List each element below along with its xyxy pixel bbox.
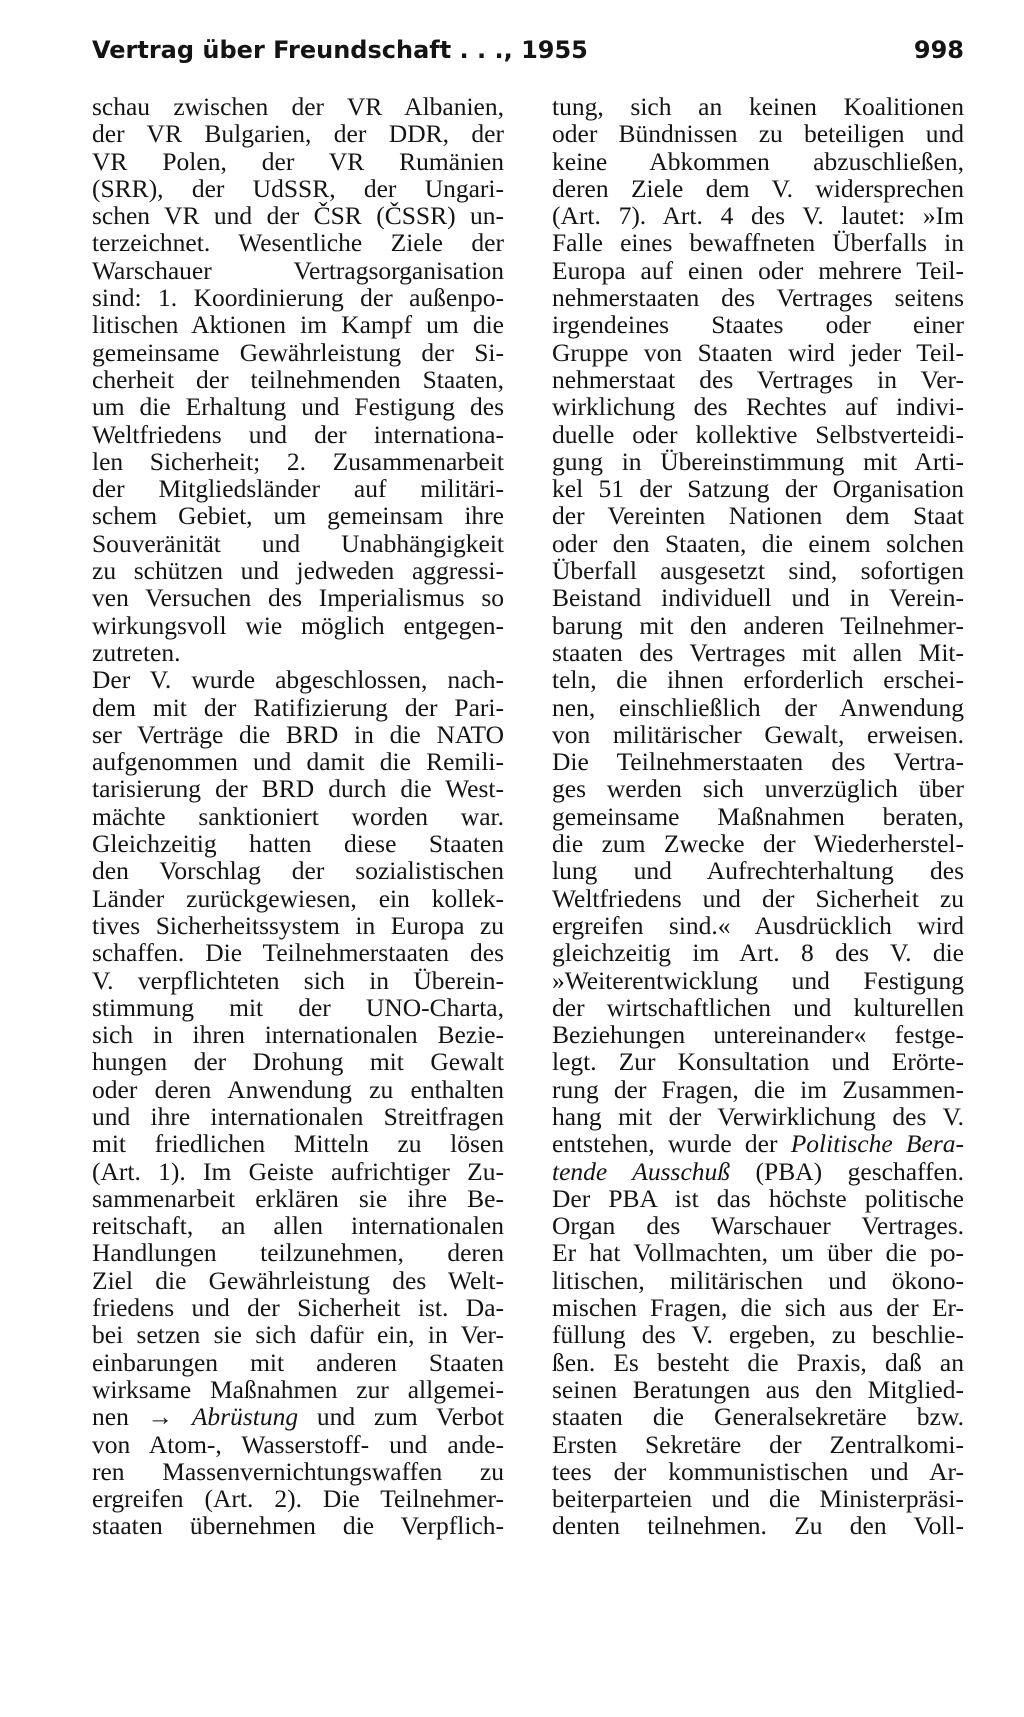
text-line xyxy=(92,1431,504,1458)
text-segment: terzeichnet. Wesentliche Ziele der xyxy=(92,228,504,258)
text-line xyxy=(92,885,504,912)
text-segment: oder deren Anwendung zu enthalten xyxy=(92,1074,504,1104)
text-line xyxy=(552,1321,964,1348)
text-segment: und zum Verbot xyxy=(298,1402,504,1432)
text-segment: den Vorschlag der sozialistischen xyxy=(92,856,504,886)
text-segment: der Mitgliedsländer auf militäri- xyxy=(92,474,504,504)
text-line xyxy=(552,857,964,884)
text-segment: Ersten Sekretäre der Zentralkomi- xyxy=(552,1429,964,1459)
text-segment: ren Massenvernichtungswaffen zu xyxy=(92,1456,504,1486)
text-line xyxy=(552,93,964,120)
text-line xyxy=(552,803,964,830)
text-line xyxy=(552,530,964,557)
text-segment: denten teilnehmen. Zu den Voll- xyxy=(552,1511,964,1541)
text-segment: Er hat Vollmachten, um über die po- xyxy=(552,1238,964,1268)
text-line xyxy=(552,748,964,775)
text-line xyxy=(552,1212,964,1239)
text-line xyxy=(92,1321,504,1348)
text-segment: bei setzen sie sich dafür ein, in Ver- xyxy=(92,1320,504,1350)
text-line xyxy=(92,1458,504,1485)
text-segment: keine Abkommen abzuschließen, xyxy=(552,146,964,176)
text-line xyxy=(92,1376,504,1403)
text-line xyxy=(552,1021,964,1048)
text-segment: von Atom-, Wasserstoff- und ande- xyxy=(92,1429,504,1459)
text-segment: die zum Zwecke der Wiederherstel- xyxy=(552,829,964,859)
text-line xyxy=(552,1048,964,1075)
text-segment: zu schützen und jedweden aggressi- xyxy=(92,556,504,586)
text-line xyxy=(92,475,504,502)
text-segment: tees der kommunistischen und Ar- xyxy=(552,1456,964,1486)
text-line xyxy=(552,1158,964,1185)
text-line xyxy=(552,694,964,721)
text-line xyxy=(92,1512,504,1539)
text-line xyxy=(92,1239,504,1266)
text-segment: stimmung mit der UNO-Charta, xyxy=(92,992,504,1022)
text-line xyxy=(92,967,504,994)
text-line xyxy=(552,175,964,202)
text-line xyxy=(92,421,504,448)
text-segment: um die Erhaltung und Festigung des xyxy=(92,392,504,422)
text-segment: oder den Staaten, die einem solchen xyxy=(552,528,964,558)
text-line xyxy=(552,1485,964,1512)
text-line xyxy=(92,1485,504,1512)
text-segment: reitschaft, an allen internationalen xyxy=(92,1211,504,1241)
text-segment: staaten übernehmen die Verpflich- xyxy=(92,1511,504,1541)
text-segment: ergreifen (Art. 2). Die Teilnehmer- xyxy=(92,1484,504,1514)
text-line xyxy=(92,1103,504,1130)
text-segment: lung und Aufrechterhaltung des xyxy=(552,856,964,886)
text-line xyxy=(92,175,504,202)
text-line xyxy=(92,939,504,966)
text-segment: füllung des V. ergeben, zu beschlie- xyxy=(552,1320,964,1350)
text-segment: hungen der Drohung mit Gewalt xyxy=(92,1047,504,1077)
text-segment: Länder zurückgewiesen, ein kollek- xyxy=(92,883,504,913)
text-segment: nen, einschließlich der Anwendung xyxy=(552,692,964,722)
text-segment: ßen. Es besteht die Praxis, daß an xyxy=(552,1347,964,1377)
text-line xyxy=(552,1267,964,1294)
text-line xyxy=(92,1158,504,1185)
text-segment: Beistand individuell und in Verein- xyxy=(552,583,964,613)
text-segment: mächte sanktioniert worden war. xyxy=(92,801,504,831)
text-segment: aufgenommen und damit die Remili- xyxy=(92,747,504,777)
text-line xyxy=(552,830,964,857)
text-segment: schen VR und der ČSR (ČSSR) un- xyxy=(92,201,504,231)
text-line xyxy=(552,502,964,529)
text-segment: Überfall ausgesetzt sind, sofortigen xyxy=(552,556,964,586)
text-line xyxy=(552,1239,964,1266)
text-segment: sich in ihren internationalen Bezie- xyxy=(92,1020,504,1050)
text-line xyxy=(92,1267,504,1294)
text-segment: barung mit den anderen Teilnehmer- xyxy=(552,610,964,640)
text-segment: wirkungsvoll wie möglich entgegen- xyxy=(92,610,504,640)
text-line xyxy=(552,257,964,284)
text-segment: rung der Fragen, die im Zusammen- xyxy=(552,1074,964,1104)
text-line xyxy=(552,885,964,912)
text-segment: nen → xyxy=(92,1402,192,1432)
text-line xyxy=(552,1294,964,1321)
text-segment: (PBA) geschaffen. xyxy=(730,1156,964,1186)
text-segment: oder Bündnissen zu beteiligen und xyxy=(552,119,964,149)
text-line xyxy=(92,366,504,393)
text-segment: nehmerstaaten des Vertrages seitens xyxy=(552,283,964,313)
italic-term: Abrüstung xyxy=(191,1402,299,1432)
text-line xyxy=(92,584,504,611)
text-segment: entstehen, wurde der xyxy=(552,1129,791,1159)
text-line xyxy=(92,339,504,366)
text-segment: seinen Beratungen aus den Mitglied- xyxy=(552,1374,964,1404)
text-segment: duelle oder kollektive Selbstverteidi- xyxy=(552,419,964,449)
text-segment: len Sicherheit; 2. Zusammenarbeit xyxy=(92,446,504,476)
text-segment: V. verpflichteten sich in Überein- xyxy=(92,965,504,995)
text-line xyxy=(552,148,964,175)
text-line xyxy=(92,284,504,311)
text-segment: Falle eines bewaffneten Überfalls in xyxy=(552,228,964,258)
text-segment: (SRR), der UdSSR, der Ungari- xyxy=(92,173,504,203)
text-line xyxy=(92,803,504,830)
text-line xyxy=(92,120,504,147)
text-line xyxy=(92,393,504,420)
text-segment: tarisierung der BRD durch die West- xyxy=(92,774,504,804)
text-line xyxy=(92,721,504,748)
text-line xyxy=(92,257,504,284)
text-line xyxy=(92,1212,504,1239)
text-segment: friedens und der Sicherheit ist. Da- xyxy=(92,1293,504,1323)
text-segment: (Art. 1). Im Geiste aufrichtiger Zu- xyxy=(92,1156,504,1186)
text-line xyxy=(552,339,964,366)
text-line xyxy=(92,857,504,884)
text-line xyxy=(92,530,504,557)
text-segment: Souveränität und Unabhängigkeit xyxy=(92,528,504,558)
text-segment: Handlungen teilzunehmen, deren xyxy=(92,1238,504,1268)
text-line xyxy=(552,311,964,338)
text-segment: Ziel die Gewährleistung des Welt- xyxy=(92,1265,504,1295)
text-segment: Beziehungen untereinander« festge- xyxy=(552,1020,964,1050)
text-segment: der VR Bulgarien, der DDR, der xyxy=(92,119,504,149)
text-segment: gemeinsame Maßnahmen beraten, xyxy=(552,801,964,831)
text-segment: gung in Übereinstimmung mit Arti- xyxy=(552,446,964,476)
text-segment: kel 51 der Satzung der Organisation xyxy=(552,474,964,504)
text-line xyxy=(552,967,964,994)
text-segment: ergreifen sind.« Ausdrücklich wird xyxy=(552,910,964,940)
text-segment: und ihre internationalen Streitfragen xyxy=(92,1101,504,1131)
text-segment: (Art. 7). Art. 4 des V. lautet: »Im xyxy=(552,201,964,231)
text-line xyxy=(552,1130,964,1157)
text-segment: ven Versuchen des Imperialismus so xyxy=(92,583,504,613)
text-segment: Der V. wurde abgeschlossen, nach- xyxy=(92,665,504,695)
text-segment: einbarungen mit anderen Staaten xyxy=(92,1347,504,1377)
text-line xyxy=(92,748,504,775)
text-line xyxy=(552,639,964,666)
text-segment: Weltfriedens und der Sicherheit zu xyxy=(552,883,964,913)
text-segment: Die Teilnehmerstaaten des Vertra- xyxy=(552,747,964,777)
text-segment: irgendeines Staates oder einer xyxy=(552,310,964,340)
text-segment: mischen Fragen, die sich aus der Er- xyxy=(552,1293,964,1323)
text-segment: ges werden sich unverzüglich über xyxy=(552,774,964,804)
running-head-title: Vertrag über Freundschaft . . ., 1955 xyxy=(92,36,588,64)
text-line xyxy=(92,694,504,721)
text-line xyxy=(552,1431,964,1458)
text-line xyxy=(92,229,504,256)
text-segment: ser Verträge die BRD in die NATO xyxy=(92,719,504,749)
left-text-column xyxy=(92,93,504,1540)
text-segment: schau zwischen der VR Albanien, xyxy=(92,92,504,121)
right-text-column xyxy=(552,93,964,1540)
text-segment: gleichzeitig im Art. 8 des V. die xyxy=(552,938,964,968)
text-segment: Gleichzeitig hatten diese Staaten xyxy=(92,829,504,859)
text-segment: Der PBA ist das höchste politische xyxy=(552,1183,964,1213)
text-segment: Europa auf einen oder mehrere Teil- xyxy=(552,255,964,285)
text-segment: cherheit der teilnehmenden Staaten, xyxy=(92,364,504,394)
text-line xyxy=(92,639,504,666)
text-segment: dem mit der Ratifizierung der Pari- xyxy=(92,692,504,722)
text-segment: Organ des Warschauer Vertrages. xyxy=(552,1211,964,1241)
text-line xyxy=(92,994,504,1021)
text-line xyxy=(92,1130,504,1157)
text-line xyxy=(92,912,504,939)
text-line xyxy=(552,1512,964,1539)
text-segment: teln, die ihnen erforderlich erschei- xyxy=(552,665,964,695)
text-line xyxy=(552,1376,964,1403)
text-line xyxy=(552,1458,964,1485)
text-line xyxy=(92,666,504,693)
text-segment: deren Ziele dem V. widersprechen xyxy=(552,173,964,203)
text-segment: legt. Zur Konsultation und Erörte- xyxy=(552,1047,964,1077)
text-line xyxy=(552,666,964,693)
text-line xyxy=(92,612,504,639)
text-line xyxy=(92,311,504,338)
text-line xyxy=(552,612,964,639)
text-segment: VR Polen, der VR Rumänien xyxy=(92,146,504,176)
text-segment: mit friedlichen Mitteln zu lösen xyxy=(92,1129,504,1159)
text-line xyxy=(552,557,964,584)
text-segment: sind: 1. Koordinierung der außenpo- xyxy=(92,283,504,313)
text-line xyxy=(92,1294,504,1321)
text-segment: der wirtschaftlichen und kulturellen xyxy=(552,992,964,1022)
text-segment: sammenarbeit erklären sie ihre Be- xyxy=(92,1183,504,1213)
text-segment: zutreten. xyxy=(92,637,181,667)
text-line xyxy=(92,775,504,802)
text-line xyxy=(92,1403,504,1430)
text-segment: schaffen. Die Teilnehmerstaaten des xyxy=(92,938,504,968)
text-line xyxy=(552,912,964,939)
text-segment: Warschauer Vertragsorganisation xyxy=(92,255,504,285)
text-line xyxy=(92,502,504,529)
text-segment: tung, sich an keinen Koalitionen xyxy=(552,92,964,121)
text-segment: wirklichung des Rechtes auf indivi- xyxy=(552,392,964,422)
text-line xyxy=(92,1349,504,1376)
text-line xyxy=(552,366,964,393)
text-line xyxy=(552,202,964,229)
text-line xyxy=(552,775,964,802)
text-segment: Weltfriedens und der internationa- xyxy=(92,419,504,449)
text-segment: der Vereinten Nationen dem Staat xyxy=(552,501,964,531)
italic-term: Politische Bera- xyxy=(790,1129,964,1159)
text-line xyxy=(92,1021,504,1048)
text-line xyxy=(552,721,964,748)
text-line xyxy=(92,557,504,584)
text-line xyxy=(552,120,964,147)
text-line xyxy=(92,1185,504,1212)
text-line xyxy=(552,421,964,448)
text-line xyxy=(552,229,964,256)
text-line xyxy=(552,448,964,475)
italic-term: tende Ausschuß xyxy=(552,1156,731,1186)
text-line xyxy=(92,93,504,120)
text-line xyxy=(552,939,964,966)
text-line xyxy=(552,994,964,1021)
text-line xyxy=(92,1076,504,1103)
text-line xyxy=(552,1076,964,1103)
text-segment: »Weiterentwicklung und Festigung xyxy=(552,965,964,995)
text-segment: von militärischer Gewalt, erweisen. xyxy=(552,719,964,749)
text-segment: wirksame Maßnahmen zur allgemei- xyxy=(92,1374,504,1404)
text-line xyxy=(92,202,504,229)
text-line xyxy=(92,1048,504,1075)
text-line xyxy=(92,830,504,857)
text-line xyxy=(552,1185,964,1212)
text-segment: litischen, militärischen und ökono- xyxy=(552,1265,964,1295)
text-segment: staaten des Vertrages mit allen Mit- xyxy=(552,637,964,667)
text-line xyxy=(552,1349,964,1376)
text-segment: gemeinsame Gewährleistung der Si- xyxy=(92,337,504,367)
text-segment: tives Sicherheitssystem in Europa zu xyxy=(92,910,504,940)
text-line xyxy=(92,448,504,475)
text-segment: beiterparteien und die Ministerpräsi- xyxy=(552,1484,964,1514)
page-number: 998 xyxy=(913,36,964,64)
text-line xyxy=(552,475,964,502)
text-line xyxy=(92,148,504,175)
text-line xyxy=(552,584,964,611)
running-head xyxy=(92,36,964,76)
text-segment: Gruppe von Staaten wird jeder Teil- xyxy=(552,337,964,367)
text-line xyxy=(552,284,964,311)
text-segment: staaten die Generalsekretäre bzw. xyxy=(552,1402,964,1432)
text-segment: schem Gebiet, um gemeinsam ihre xyxy=(92,501,504,531)
text-line xyxy=(552,1403,964,1430)
text-segment: hang mit der Verwirklichung des V. xyxy=(552,1101,964,1131)
text-segment: nehmerstaat des Vertrages in Ver- xyxy=(552,364,964,394)
text-segment: litischen Aktionen im Kampf um die xyxy=(92,310,504,340)
text-line xyxy=(552,393,964,420)
text-line xyxy=(552,1103,964,1130)
